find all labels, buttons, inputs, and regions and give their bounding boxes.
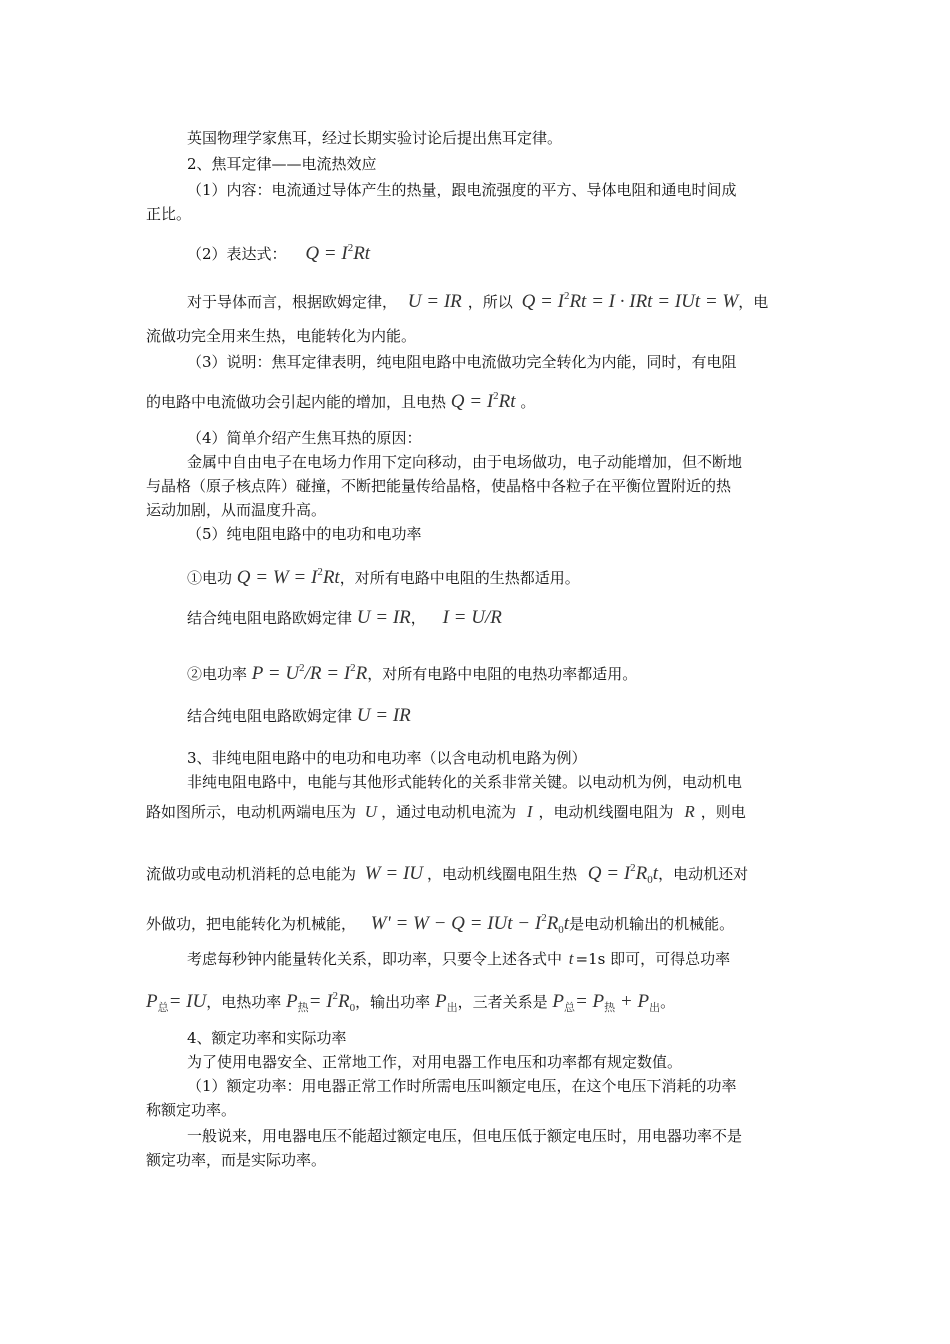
paragraph-line: 结合纯电阻电路欧姆定律 U = IR， I = U/R <box>187 607 502 628</box>
paragraph-line: 外做功，把电能转化为机械能， W' = W − Q = IUt − $I^2R_0t$是电动机输出的机械能。 <box>146 912 735 936</box>
section-heading-rated-power: 4、额定功率和实际功率 <box>187 1029 347 1047</box>
section-heading-non-pure: 3、非纯电阻电路中的电功和电功率（以含电动机电路为例） <box>187 749 587 767</box>
paragraph-line: 非纯电阻电路中，电能与其他形式能转化的关系非常关键。以电动机为例，电动机电 <box>187 773 743 791</box>
formula-heat-power: $P_热= I^2R_0$ <box>286 990 356 1014</box>
paragraph-line: 路如图所示，电动机两端电压为 U ，通过电动机电流为 I ，电动机线圈电阻为 R ，则电 <box>146 802 746 821</box>
formula-total-power: $P_总=$ IU <box>146 991 207 1014</box>
paragraph-line: 对于导体而言，根据欧姆定律， U = IR ，所以 $Q = I^2Rt = I$ · IRt = IUt = W，电 <box>187 290 769 312</box>
paragraph-line: 的电路中电流做功会引起内能的增加，且电热 $Q = I^2Rt$ 。 <box>146 390 536 412</box>
formula-power-relation: $P_总= P_热 + P_出$ <box>552 991 661 1014</box>
formula-heat: $Q = I^2Rt$ <box>450 390 516 412</box>
paragraph-line: 英国物理学家焦耳，经过长期实验讨论后提出焦耳定律。 <box>187 129 563 147</box>
formula-joule: $Q = I^2Rt$ <box>305 242 371 264</box>
paragraph-line: （1）内容：电流通过导体产生的热量，跟电流强度的平方、导体电阻和通电时间成 <box>187 181 737 199</box>
formula-mechanical-work: W' = W − Q = IUt − $I^2R_0t$ <box>370 912 570 936</box>
formula-derivation: $Q = I^2Rt = I$ · IRt = IUt = W <box>521 290 739 312</box>
paragraph-line: ①电功 $Q = W = I^2Rt$，对所有电路中电阻的生热都适用。 <box>187 566 580 588</box>
subsection-heading: （5）纯电阻电路中的电功和电功率 <box>187 525 422 543</box>
formula-current: I = U/R <box>442 607 502 628</box>
paragraph-line: 考虑每秒钟内能量转化关系，即功率，只要令上述各式中 t =1s 即可，可得总功率 <box>187 949 731 968</box>
paragraph-line: $P_总=$ IU，电热功率 $P_热= I^2R_0$，输出功率 $P_出$，三者关系是 $P_总= P_热 + P_出$。 <box>146 990 676 1014</box>
subsection-heading: （4）简单介绍产生焦耳热的原因： <box>187 429 422 447</box>
formula-ohm: U = IR <box>356 607 411 628</box>
paragraph-line: （3）说明：焦耳定律表明，纯电阻电路中电流做功完全转化为内能，同时，有电阻 <box>187 353 737 371</box>
formula-electric-power: $P = U^2/R = I^2R$ <box>251 662 368 684</box>
paragraph-line: 流做功完全用来生热，电能转化为内能。 <box>146 327 417 345</box>
formula-ohm: U = IR <box>407 291 462 312</box>
paragraph-line: 一般说来，用电器电压不能超过额定电压，但电压低于额定电压时，用电器功率不是 <box>187 1127 743 1145</box>
paragraph-line: 金属中自由电子在电场力作用下定向移动，由于电场做功，电子动能增加，但不断地 <box>187 453 743 471</box>
formula-ohm: U = IR <box>356 705 411 726</box>
paragraph-line: 与晶格（原子核点阵）碰撞，不断把能量传给晶格，使晶格中各粒子在平衡位置附近的热 <box>146 477 732 495</box>
paragraph-line: （1）额定功率：用电器正常工作时所需电压叫额定电压，在这个电压下消耗的功率 <box>187 1077 737 1095</box>
paragraph-line: 运动加剧，从而温度升高。 <box>146 501 327 519</box>
paragraph-line: 结合纯电阻电路欧姆定律 U = IR <box>187 705 411 726</box>
formula-output-power: $P_出$ <box>434 991 458 1014</box>
paragraph-line: 正比。 <box>146 205 192 223</box>
paragraph-line: 称额定功率。 <box>146 1101 237 1119</box>
paragraph-line: 为了使用电器安全、正常地工作，对用电器工作电压和功率都有规定数值。 <box>187 1053 683 1071</box>
expression-line: （2）表达式： $Q = I^2Rt$ <box>187 242 371 264</box>
paragraph-line: 额定功率，而是实际功率。 <box>146 1151 327 1169</box>
section-heading-joule-law: 2、焦耳定律——电流热效应 <box>187 155 377 173</box>
formula-electric-work: $Q = W = I^2Rt$ <box>236 566 340 588</box>
paragraph-line: 流做功或电动机消耗的总电能为 W = IU ，电动机线圈电阻生热 $Q = I^2R_0t$，电动机还对 <box>146 862 749 886</box>
paragraph-line: ②电功率 $P = U^2/R = I^2R$，对所有电路中电阻的电热功率都适用。 <box>187 662 638 684</box>
formula-coil-heat: $Q = I^2R_0t$ <box>587 862 659 886</box>
